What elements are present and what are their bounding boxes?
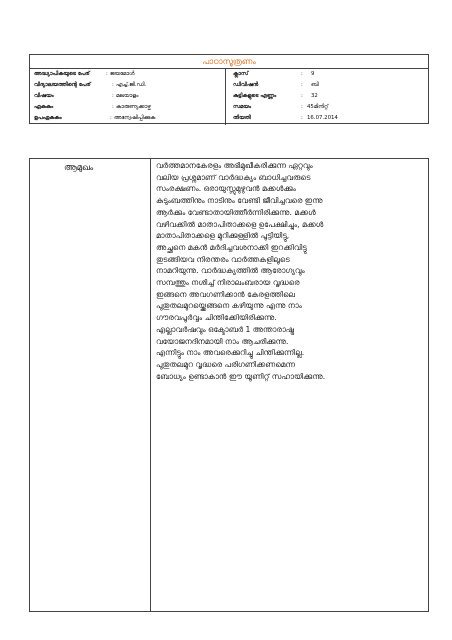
school-value: എച്ച്.ജി.ഡി.: [116, 82, 147, 88]
text-line: വഴിവക്കിൽ മാതാപിതാക്കളെ ഉപേക്ഷിച്ചും, മക്കൾ: [156, 219, 324, 229]
header-divider: [225, 69, 226, 125]
text-line: സമ്പത്തും നശിച്ച് നിരാലംബരായ വൃദ്ധരെ: [156, 278, 300, 288]
introduction-table: [29, 158, 429, 612]
section-label: ആമുഖം: [64, 162, 94, 172]
text-line: സംരക്ഷണം. ഒരായുസ്സുമുഴുവൻ മക്കൾക്കും: [156, 184, 296, 194]
class-label: ക്ലാസ്: [233, 71, 249, 77]
students-value: 32: [311, 93, 318, 99]
students-label: കുട്ടികളുടെ എണ്ണം: [233, 93, 277, 99]
text-line: പുതുതലമുറയ്ക്കെങ്ങനെ കഴിയുന്നു എന്നു നാം: [156, 301, 302, 311]
time-value: 45മിനിറ്റ്: [307, 104, 329, 110]
subunit-label: ഉപഏകകം: [34, 115, 62, 121]
division-value: ബി: [311, 82, 319, 88]
subunit-value: അന്വേഷിപ്പിക്കുക: [114, 115, 156, 121]
text-line: പുതുതലമുറ വൃദ്ധരെ പരിഗണിക്കണമെന്ന: [156, 359, 296, 369]
text-line: എല്ലാവർഷവും ഒക്ടോബർ 1 അന്താരാഷ്ട്ര: [156, 324, 295, 334]
text-line: വയോജനദിനമായി നാം ആചരിക്കുന്നു.: [156, 336, 289, 346]
unit-value: കാരുണ്യക്കാഴ്ച: [116, 104, 151, 110]
text-line: ബോധ്യം ഉണ്ടാകാൻ ഈ യൂണിറ്റ് സഹായിക്കുന്നു.: [156, 371, 326, 381]
text-line: തുടങ്ങിയവ നിരന്തരം വാർത്തകളിലൂടെ: [156, 254, 290, 264]
column-divider: [150, 159, 151, 611]
text-line: ഗൗരവപൂർവ്വം ചിന്തിക്കേിയിരിക്കുന്നു.: [156, 313, 277, 323]
text-line: അച്ഛനെ മകൻ മർദിച്ചവശനാക്കി ഇറക്കിവിട്ടു: [156, 242, 307, 252]
school-label: വിദ്യാലയത്തിന്റെ പേര്: [34, 82, 91, 88]
subject-label: വിഷയം: [34, 93, 54, 99]
text-line: വലിയ പ്രശ്നമാണ് വാർദ്ധക്യം ബാധിച്ചവരുടെ: [156, 172, 311, 182]
text-line: എന്നിട്ടും നാം അവരെക്കുറിച്ചു ചിന്തിക്കുന്നില്ല.: [156, 348, 305, 358]
lesson-header-table: [29, 54, 429, 124]
text-line: ആർക്കും വേണ്ടാതായിത്തീർന്നിരിക്കുന്നു. മക്കൾ: [156, 207, 316, 217]
text-line: മാതാപിതാക്കളെ മുറിക്കുള്ളിൽ പൂട്ടിയിട്ടു,: [156, 231, 290, 241]
text-line: ഇങ്ങനെ അവഗണിക്കാൻ കേരളത്തിലെ: [156, 289, 296, 299]
division-label: ഡിവിഷൻ: [233, 82, 259, 88]
date-label: തിയതി: [233, 115, 251, 121]
unit-label: ഏകകം: [34, 104, 54, 110]
date-value: 16.07.2014: [307, 115, 338, 121]
lesson-plan-title: പാഠാസൂത്രണം: [30, 55, 428, 69]
time-label: സമയം: [233, 104, 252, 110]
text-line: കുടുംബത്തിനും നാടിനും വേണ്ടി ജീവിച്ചവരെ ഇന്നു: [156, 196, 323, 206]
text-line: നാമറിയുന്നു. വാർദ്ധക്യത്തിൽ ആരോഗ്യവും: [156, 266, 305, 276]
teacher-label: അദ്ധ്യാപികയുടെ പേര്: [34, 71, 90, 77]
class-value: 9: [311, 71, 315, 77]
subject-value: മലയാളം: [116, 93, 139, 99]
teacher-value: ജയമോൾ: [110, 71, 135, 77]
text-line: വർത്തമാനകേരളം അഭിമുഖീകരിക്കുന്ന ഏറ്റവും: [156, 161, 313, 170]
introduction-text: [156, 160, 426, 382]
header-details: അദ്ധ്യാപികയുടെ പേര് : ജയമോൾ വിദ്യാലയത്തിന്റെ പേര് : എച്ച്.ജി.ഡി. വിഷയം : മലയാളം ഏകകം : കാരുണ്യക്കാഴ്ച ഉപഏകകം : അന്വേഷിപ്പിക്കുക ക്ലാസ് : 9 ഡിവിഷൻ : ബി കുട്ടികളുടെ എണ്ണം : 32 സമയം : 45മിനിറ്റ് തിയതി : 16.07.2014: [30, 69, 428, 125]
